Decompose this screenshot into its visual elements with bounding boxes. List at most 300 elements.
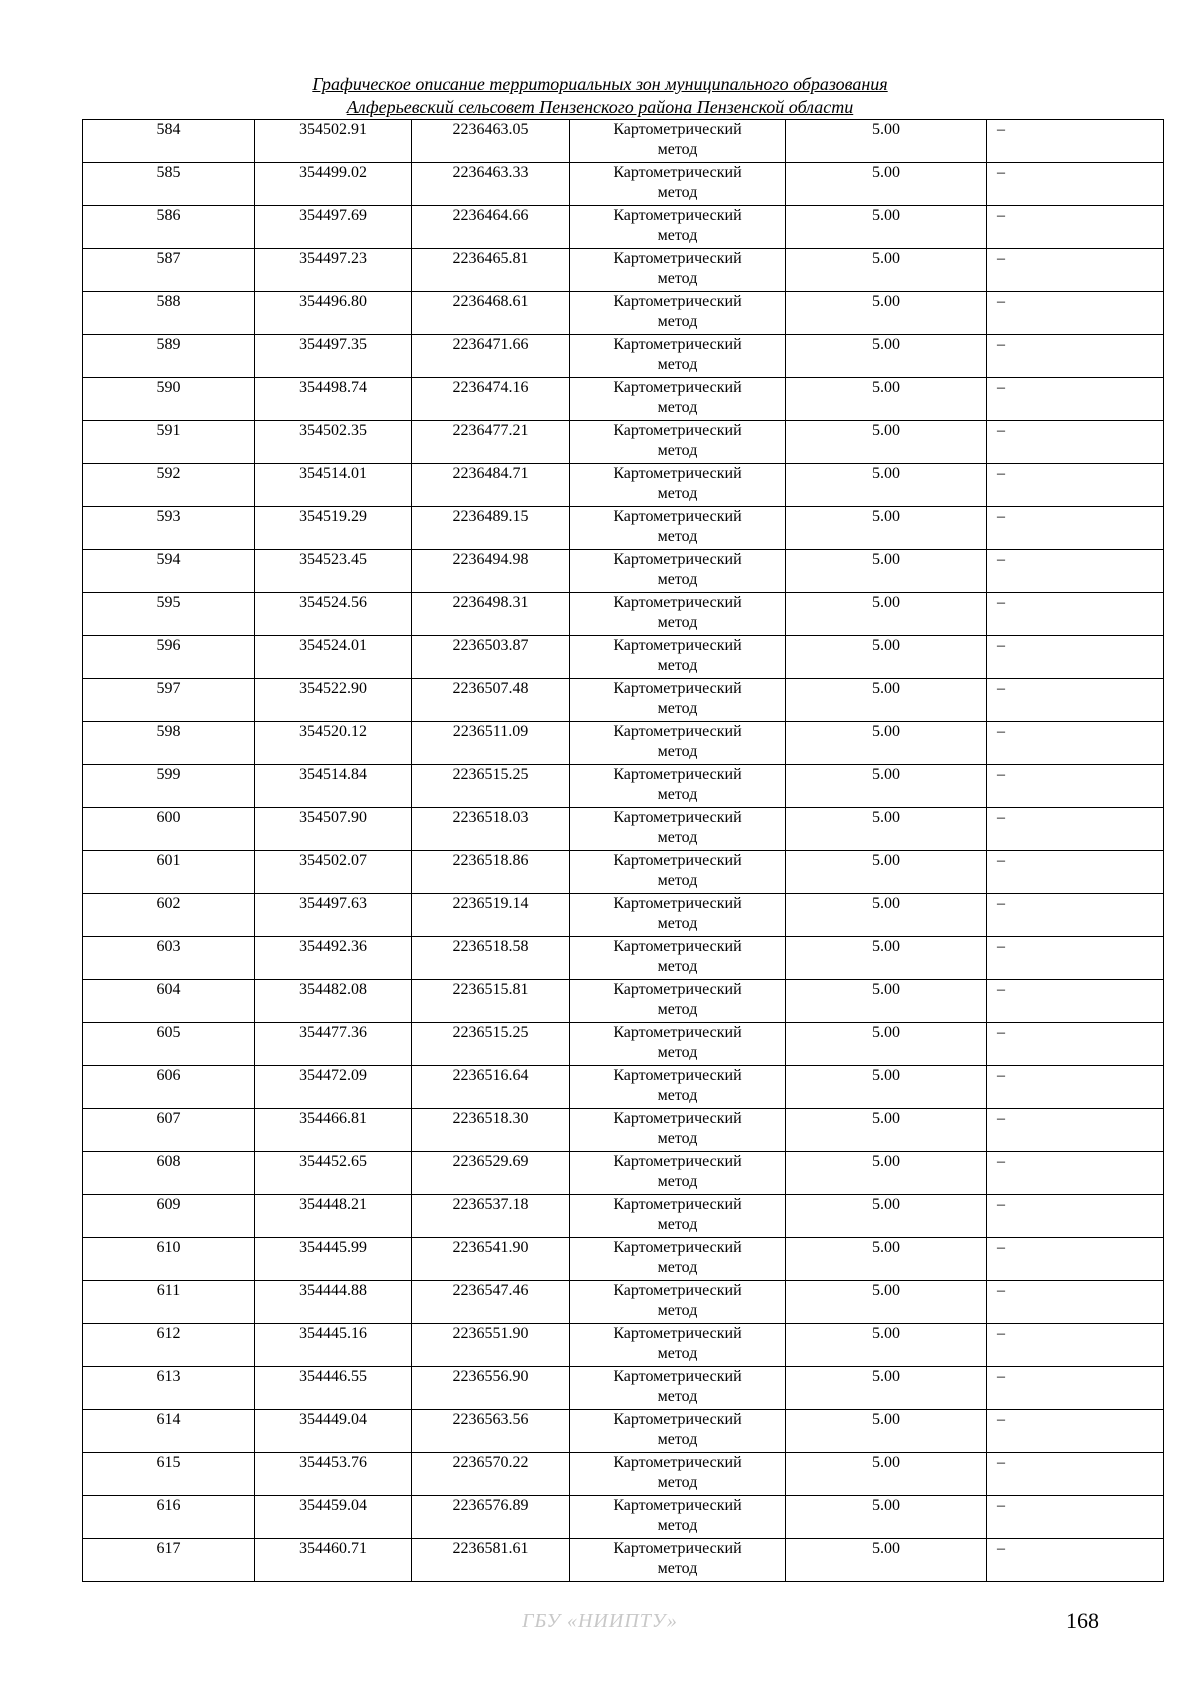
method-cell [570,1324,786,1367]
table-row [83,335,1164,378]
method-cell [570,1195,786,1238]
accuracy-cell: 5.00 [786,464,987,507]
point-number-cell: 607 [83,1109,255,1152]
table-row [83,120,1164,163]
accuracy-cell: 5.00 [786,550,987,593]
method-line2: метод [657,1044,698,1061]
method-line1: Картометрический [613,551,742,568]
x-coordinate-cell: 354502.91 [255,120,412,163]
accuracy-cell: 5.00 [786,1238,987,1281]
note-cell: – [987,464,1164,507]
note-cell: – [987,1496,1164,1539]
y-coordinate-cell: 2236516.64 [412,1066,570,1109]
method-line2: метод [657,184,698,201]
y-coordinate-cell: 2236463.05 [412,120,570,163]
note-cell: – [987,1238,1164,1281]
method-line1: Картометрический [613,1024,742,1041]
x-coordinate-cell: 354497.35 [255,335,412,378]
table-row [83,1410,1164,1453]
y-coordinate-cell: 2236581.61 [412,1539,570,1582]
method-cell [570,1453,786,1496]
method-cell [570,636,786,679]
method-cell [570,1023,786,1066]
table-row [83,464,1164,507]
y-coordinate-cell: 2236518.03 [412,808,570,851]
method-cell [570,980,786,1023]
note-cell: – [987,1367,1164,1410]
method-cell [570,722,786,765]
point-number-cell: 591 [83,421,255,464]
accuracy-cell: 5.00 [786,1367,987,1410]
x-coordinate-cell: 354497.23 [255,249,412,292]
accuracy-cell: 5.00 [786,249,987,292]
note-cell: – [987,507,1164,550]
table-row [83,765,1164,808]
accuracy-cell: 5.00 [786,1066,987,1109]
method-line1: Картометрический [613,508,742,525]
x-coordinate-cell: 354449.04 [255,1410,412,1453]
method-line2: метод [657,313,698,330]
accuracy-cell: 5.00 [786,765,987,808]
accuracy-cell: 5.00 [786,1023,987,1066]
x-coordinate-cell: 354445.99 [255,1238,412,1281]
y-coordinate-cell: 2236484.71 [412,464,570,507]
note-cell: – [987,808,1164,851]
table-row [83,550,1164,593]
point-number-cell: 610 [83,1238,255,1281]
y-coordinate-cell: 2236463.33 [412,163,570,206]
y-coordinate-cell: 2236570.22 [412,1453,570,1496]
method-line1: Картометрический [613,1411,742,1428]
method-line2: метод [657,1087,698,1104]
method-line1: Картометрический [613,164,742,181]
method-cell [570,593,786,636]
table-row [83,1324,1164,1367]
accuracy-cell: 5.00 [786,120,987,163]
method-line2: метод [657,227,698,244]
method-line1: Картометрический [613,121,742,138]
y-coordinate-cell: 2236464.66 [412,206,570,249]
method-cell [570,679,786,722]
method-line1: Картометрический [613,1454,742,1471]
note-cell: – [987,1324,1164,1367]
point-number-cell: 590 [83,378,255,421]
y-coordinate-cell: 2236537.18 [412,1195,570,1238]
x-coordinate-cell: 354522.90 [255,679,412,722]
method-cell [570,378,786,421]
method-line2: метод [657,915,698,932]
point-number-cell: 594 [83,550,255,593]
method-line1: Картометрический [613,1325,742,1342]
point-number-cell: 587 [83,249,255,292]
method-line1: Картометрический [613,379,742,396]
accuracy-cell: 5.00 [786,593,987,636]
x-coordinate-cell: 354514.01 [255,464,412,507]
method-cell [570,1152,786,1195]
method-cell [570,894,786,937]
note-cell: – [987,1023,1164,1066]
method-line1: Картометрический [613,637,742,654]
note-cell: – [987,163,1164,206]
method-line1: Картометрический [613,1368,742,1385]
point-number-cell: 589 [83,335,255,378]
method-line1: Картометрический [613,465,742,482]
point-number-cell: 602 [83,894,255,937]
accuracy-cell: 5.00 [786,1195,987,1238]
note-cell: – [987,249,1164,292]
method-line2: метод [657,356,698,373]
y-coordinate-cell: 2236541.90 [412,1238,570,1281]
x-coordinate-cell: 354477.36 [255,1023,412,1066]
accuracy-cell: 5.00 [786,507,987,550]
table-row [83,507,1164,550]
method-line2: метод [657,485,698,502]
x-coordinate-cell: 354496.80 [255,292,412,335]
method-line1: Картометрический [613,293,742,310]
table-row [83,851,1164,894]
point-number-cell: 609 [83,1195,255,1238]
table-row [83,1066,1164,1109]
note-cell: – [987,378,1164,421]
point-number-cell: 600 [83,808,255,851]
point-number-cell: 585 [83,163,255,206]
method-cell [570,550,786,593]
y-coordinate-cell: 2236563.56 [412,1410,570,1453]
point-number-cell: 588 [83,292,255,335]
accuracy-cell: 5.00 [786,937,987,980]
accuracy-cell: 5.00 [786,206,987,249]
table-body [83,120,1164,1582]
y-coordinate-cell: 2236518.86 [412,851,570,894]
method-line1: Картометрический [613,895,742,912]
method-cell [570,1367,786,1410]
method-cell [570,421,786,464]
y-coordinate-cell: 2236519.14 [412,894,570,937]
table-row [83,722,1164,765]
method-line1: Картометрический [613,809,742,826]
method-line2: метод [657,1302,698,1319]
method-line1: Картометрический [613,594,742,611]
point-number-cell: 584 [83,120,255,163]
table-row [83,808,1164,851]
note-cell: – [987,593,1164,636]
note-cell: – [987,1066,1164,1109]
method-line2: метод [657,1345,698,1362]
note-cell: – [987,1109,1164,1152]
point-number-cell: 595 [83,593,255,636]
x-coordinate-cell: 354498.74 [255,378,412,421]
table-row [83,1367,1164,1410]
method-line2: метод [657,1474,698,1491]
document-title-line2: Алферьевский сельсовет Пензенского района Пензенской области [346,97,854,117]
point-number-cell: 608 [83,1152,255,1195]
method-cell [570,249,786,292]
method-line2: метод [657,657,698,674]
y-coordinate-cell: 2236498.31 [412,593,570,636]
x-coordinate-cell: 354452.65 [255,1152,412,1195]
x-coordinate-cell: 354502.35 [255,421,412,464]
note-cell: – [987,1195,1164,1238]
point-number-cell: 601 [83,851,255,894]
y-coordinate-cell: 2236507.48 [412,679,570,722]
method-cell [570,851,786,894]
table-row [83,980,1164,1023]
accuracy-cell: 5.00 [786,1410,987,1453]
note-cell: – [987,636,1164,679]
point-number-cell: 615 [83,1453,255,1496]
y-coordinate-cell: 2236477.21 [412,421,570,464]
x-coordinate-cell: 354507.90 [255,808,412,851]
table-row [83,1023,1164,1066]
method-line2: метод [657,1517,698,1534]
page-number: 168 [1066,1608,1099,1633]
method-line2: метод [657,786,698,803]
method-line2: метод [657,1431,698,1448]
point-number-cell: 606 [83,1066,255,1109]
method-line2: метод [657,700,698,717]
y-coordinate-cell: 2236515.25 [412,765,570,808]
method-cell [570,120,786,163]
method-line2: метод [657,1560,698,1577]
note-cell: – [987,1152,1164,1195]
y-coordinate-cell: 2236471.66 [412,335,570,378]
method-line2: метод [657,1216,698,1233]
table-row [83,937,1164,980]
accuracy-cell: 5.00 [786,1324,987,1367]
note-cell: – [987,851,1164,894]
method-cell [570,292,786,335]
point-number-cell: 599 [83,765,255,808]
accuracy-cell: 5.00 [786,851,987,894]
table-row [83,163,1164,206]
note-cell: – [987,722,1164,765]
y-coordinate-cell: 2236515.25 [412,1023,570,1066]
note-cell: – [987,980,1164,1023]
point-number-cell: 616 [83,1496,255,1539]
x-coordinate-cell: 354497.63 [255,894,412,937]
method-cell [570,1281,786,1324]
x-coordinate-cell: 354523.45 [255,550,412,593]
method-cell [570,937,786,980]
point-number-cell: 592 [83,464,255,507]
accuracy-cell: 5.00 [786,421,987,464]
method-line1: Картометрический [613,981,742,998]
x-coordinate-cell: 354514.84 [255,765,412,808]
y-coordinate-cell: 2236518.30 [412,1109,570,1152]
method-line1: Картометрический [613,680,742,697]
accuracy-cell: 5.00 [786,1453,987,1496]
table-row [83,1195,1164,1238]
method-cell [570,808,786,851]
method-cell [570,1496,786,1539]
method-cell [570,163,786,206]
method-cell [570,507,786,550]
method-line1: Картометрический [613,1067,742,1084]
y-coordinate-cell: 2236576.89 [412,1496,570,1539]
point-number-cell: 612 [83,1324,255,1367]
note-cell: – [987,120,1164,163]
method-line1: Картометрический [613,1196,742,1213]
table-row [83,1109,1164,1152]
method-line1: Картометрический [613,723,742,740]
method-cell [570,464,786,507]
method-line1: Картометрический [613,852,742,869]
accuracy-cell: 5.00 [786,894,987,937]
x-coordinate-cell: 354445.16 [255,1324,412,1367]
method-cell [570,1238,786,1281]
point-number-cell: 586 [83,206,255,249]
note-cell: – [987,1539,1164,1582]
method-cell [570,1109,786,1152]
method-line2: метод [657,958,698,975]
table-row [83,1281,1164,1324]
note-cell: – [987,937,1164,980]
x-coordinate-cell: 354492.36 [255,937,412,980]
x-coordinate-cell: 354520.12 [255,722,412,765]
accuracy-cell: 5.00 [786,163,987,206]
x-coordinate-cell: 354444.88 [255,1281,412,1324]
y-coordinate-cell: 2236494.98 [412,550,570,593]
x-coordinate-cell: 354499.02 [255,163,412,206]
document-title-line1: Графическое описание территориальных зон муниципального образования [312,74,888,94]
table-row [83,421,1164,464]
method-line2: метод [657,141,698,158]
table-row [83,1238,1164,1281]
point-number-cell: 611 [83,1281,255,1324]
point-number-cell: 597 [83,679,255,722]
accuracy-cell: 5.00 [786,980,987,1023]
method-line1: Картометрический [613,250,742,267]
x-coordinate-cell: 354453.76 [255,1453,412,1496]
method-line2: метод [657,872,698,889]
note-cell: – [987,679,1164,722]
y-coordinate-cell: 2236518.58 [412,937,570,980]
footer-organization: ГБУ «НИИПТУ» [522,1610,678,1632]
table-row [83,894,1164,937]
method-line2: метод [657,829,698,846]
x-coordinate-cell: 354524.56 [255,593,412,636]
x-coordinate-cell: 354466.81 [255,1109,412,1152]
point-number-cell: 598 [83,722,255,765]
accuracy-cell: 5.00 [786,808,987,851]
table-row [83,1539,1164,1582]
method-line2: метод [657,1388,698,1405]
accuracy-cell: 5.00 [786,292,987,335]
y-coordinate-cell: 2236503.87 [412,636,570,679]
note-cell: – [987,335,1164,378]
point-number-cell: 613 [83,1367,255,1410]
method-line2: метод [657,743,698,760]
x-coordinate-cell: 354519.29 [255,507,412,550]
note-cell: – [987,550,1164,593]
accuracy-cell: 5.00 [786,378,987,421]
x-coordinate-cell: 354482.08 [255,980,412,1023]
method-line2: метод [657,614,698,631]
table-row [83,636,1164,679]
accuracy-cell: 5.00 [786,1539,987,1582]
method-line1: Картометрический [613,938,742,955]
x-coordinate-cell: 354472.09 [255,1066,412,1109]
accuracy-cell: 5.00 [786,1152,987,1195]
method-cell [570,206,786,249]
note-cell: – [987,1281,1164,1324]
y-coordinate-cell: 2236551.90 [412,1324,570,1367]
method-line1: Картометрический [613,766,742,783]
y-coordinate-cell: 2236474.16 [412,378,570,421]
accuracy-cell: 5.00 [786,1496,987,1539]
table-row [83,679,1164,722]
method-line1: Картометрический [613,1239,742,1256]
method-line1: Картометрический [613,1153,742,1170]
table-row [83,1152,1164,1195]
y-coordinate-cell: 2236489.15 [412,507,570,550]
point-number-cell: 596 [83,636,255,679]
method-line1: Картометрический [613,336,742,353]
point-number-cell: 603 [83,937,255,980]
x-coordinate-cell: 354497.69 [255,206,412,249]
x-coordinate-cell: 354502.07 [255,851,412,894]
method-cell [570,1066,786,1109]
y-coordinate-cell: 2236468.61 [412,292,570,335]
point-number-cell: 593 [83,507,255,550]
table-row [83,378,1164,421]
method-cell [570,335,786,378]
point-number-cell: 604 [83,980,255,1023]
accuracy-cell: 5.00 [786,636,987,679]
x-coordinate-cell: 354448.21 [255,1195,412,1238]
accuracy-cell: 5.00 [786,1281,987,1324]
accuracy-cell: 5.00 [786,1109,987,1152]
note-cell: – [987,1410,1164,1453]
accuracy-cell: 5.00 [786,679,987,722]
method-cell [570,1539,786,1582]
note-cell: – [987,765,1164,808]
method-line2: метод [657,1259,698,1276]
method-line2: метод [657,1130,698,1147]
method-line2: метод [657,571,698,588]
method-line1: Картометрический [613,422,742,439]
method-line2: метод [657,442,698,459]
table-row [83,206,1164,249]
method-line1: Картометрический [613,1110,742,1127]
note-cell: – [987,206,1164,249]
y-coordinate-cell: 2236547.46 [412,1281,570,1324]
method-line2: метод [657,528,698,545]
point-number-cell: 605 [83,1023,255,1066]
table-row [83,292,1164,335]
method-line1: Картометрический [613,1282,742,1299]
table-row [83,1496,1164,1539]
method-cell [570,765,786,808]
coordinates-table [82,119,1164,1582]
y-coordinate-cell: 2236515.81 [412,980,570,1023]
table-row [83,593,1164,636]
method-line2: метод [657,270,698,287]
method-line2: метод [657,399,698,416]
x-coordinate-cell: 354446.55 [255,1367,412,1410]
method-cell [570,1410,786,1453]
point-number-cell: 617 [83,1539,255,1582]
y-coordinate-cell: 2236529.69 [412,1152,570,1195]
method-line1: Картометрический [613,207,742,224]
note-cell: – [987,894,1164,937]
table-row [83,1453,1164,1496]
y-coordinate-cell: 2236465.81 [412,249,570,292]
note-cell: – [987,1453,1164,1496]
accuracy-cell: 5.00 [786,722,987,765]
y-coordinate-cell: 2236556.90 [412,1367,570,1410]
method-line1: Картометрический [613,1540,742,1557]
